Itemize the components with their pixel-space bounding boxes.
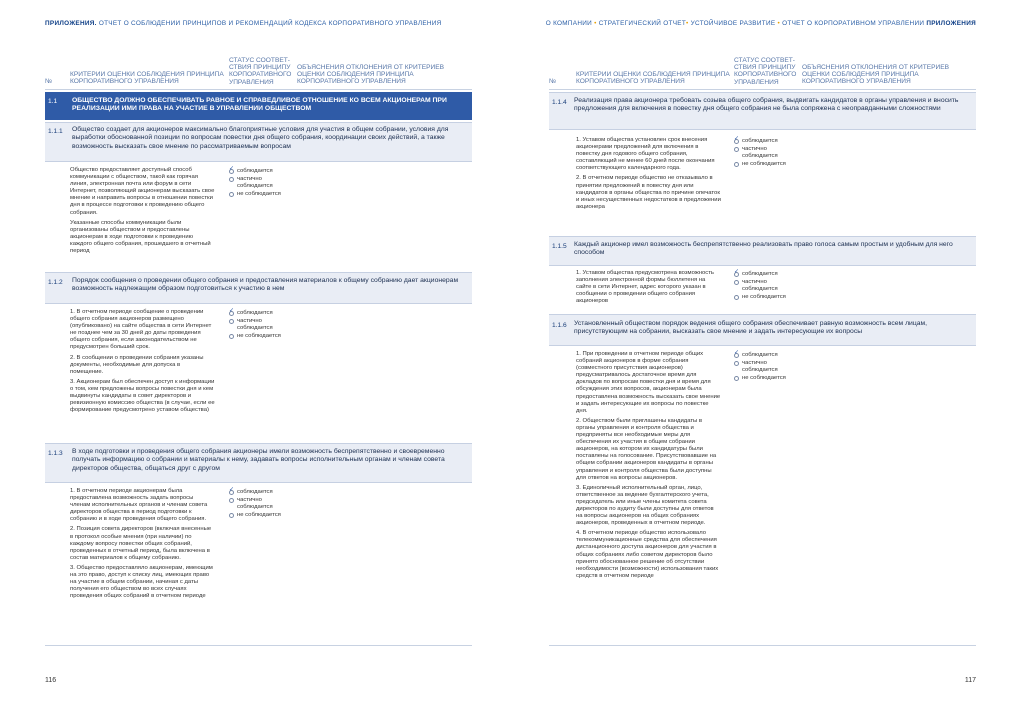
- status-option[interactable]: [229, 168, 294, 176]
- bottom-rule: [549, 645, 976, 646]
- row-number: 1.1.3: [48, 450, 63, 457]
- page-number: 116: [45, 677, 57, 684]
- radio-icon[interactable]: [734, 376, 739, 381]
- body-paragraph: 2. Позиция совета директоров (включая внесенные в протокол особые мнения (при наличии) по каждому вопросу повестки общих собраний, проведенных в отчетный период, была включена в состав материалов к общему собранию.: [70, 526, 212, 561]
- row-text: ОБЩЕСТВО ДОЛЖНО ОБЕСПЕЧИВАТЬ РАВНОЕ И СПРАВЕДЛИВОЕ ОТНОШЕНИЕ КО ВСЕМ АКЦИОНЕРАМ ПРИ РЕАЛИЗАЦИИ ИМИ ПРАВА НА УЧАСТИЕ В УПРАВЛЕНИИ ОБЩЕСТВОМ: [72, 97, 447, 113]
- col-criteria: КРИТЕРИИ ОЦЕНКИ СОБЛЮДЕНИЯ ПРИНЦИПА КОРПОРАТИВНОГО УПРАВЛЕНИЯ: [576, 71, 730, 86]
- status-label: частично соблюдается: [237, 317, 273, 332]
- body-paragraph: Общество предоставляет доступный способ коммуникации с обществом, такой как горячая линия, электронная почта или форум в сети Интернет, позволяющий акционерам высказать свое мнение и направить вопросы в отношении повестки дня в процессе подготовки к проведению общего собрания.: [70, 167, 215, 216]
- status-option[interactable]: [734, 375, 799, 383]
- status-option[interactable]: [229, 512, 294, 520]
- status-label: не соблюдается: [237, 332, 281, 339]
- status-label: частично соблюдается: [237, 175, 273, 190]
- body-paragraph: 1. В отчетном периоде акционерам была предоставлена возможность задать вопросы членам исполнительных органов и членам совета директоров общества в период подготовки к собранию и в ходе проведения общего собрания.: [70, 488, 208, 523]
- criterion-row: [45, 272, 472, 304]
- col-num: №: [549, 78, 557, 85]
- row-text: Каждый акционер имел возможность беспрепятственно реализовать право голоса самым простым и удобным для него способом: [574, 241, 953, 257]
- status-label: соблюдается: [742, 352, 778, 358]
- body-paragraph: 3. Акционерам был обеспечен доступ к информации о том, кем предложены вопросы повестки дня и кем выдвинуты кандидаты в совет директоров и ревизионную комиссию общества (в случае, если ее формирование предусмотрено уставом общества): [70, 378, 215, 414]
- separator-dot-icon: •: [594, 20, 597, 27]
- radio-checked-icon[interactable]: [229, 169, 234, 174]
- status-option[interactable]: [229, 333, 294, 341]
- status-label: частично соблюдается: [742, 278, 778, 293]
- status-option[interactable]: [734, 146, 799, 161]
- status-group: [734, 271, 799, 301]
- col-status: СТАТУС СООТВЕТ-СТВИЯ ПРИНЦИПУ КОРПОРАТИВНОГО УПРАВЛЕНИЯ: [229, 57, 292, 86]
- status-label: не соблюдается: [742, 160, 786, 167]
- status-label: частично соблюдается: [237, 496, 273, 511]
- principle-row: [45, 92, 472, 120]
- nav-link[interactable]: О КОМПАНИИ: [545, 20, 593, 27]
- status-group: [229, 310, 294, 340]
- col-explain: ОБЪЯСНЕНИЯ ОТКЛОНЕНИЯ ОТ КРИТЕРИЕВ ОЦЕНКИ СОБЛЮДЕНИЯ ПРИНЦИПА КОРПОРАТИВНОГО УПРАВЛЕНИЯ: [297, 64, 445, 86]
- criterion-body: [70, 488, 215, 603]
- row-text: В ходе подготовки и проведения общего собрания акционеры имели возможность беспрепятственно и своевременно получать информацию о собрании и материалы к нему, задавать вопросы исполнительным органам и членам совета директоров общества, общаться друг с другом: [72, 448, 445, 472]
- status-group: [734, 352, 799, 382]
- row-number: 1.1.2: [48, 279, 63, 286]
- radio-checked-icon[interactable]: [734, 272, 739, 277]
- col-explain: ОБЪЯСНЕНИЯ ОТКЛОНЕНИЯ ОТ КРИТЕРИЕВ ОЦЕНКИ СОБЛЮДЕНИЯ ПРИНЦИПА КОРПОРАТИВНОГО УПРАВЛЕНИЯ: [802, 64, 950, 86]
- header-rule: [45, 89, 472, 90]
- radio-checked-icon[interactable]: [734, 353, 739, 358]
- status-label: не соблюдается: [742, 293, 786, 300]
- page-number: 117: [964, 677, 976, 684]
- body-paragraph: 2. В сообщении о проведении собрания указаны документы, необходимые для допуска в помещение.: [70, 354, 204, 375]
- nav-link[interactable]: ОТЧЕТ О КОРПОРАТИВНОМ УПРАВЛЕНИИ: [782, 20, 925, 27]
- criterion-body: [576, 137, 721, 214]
- bottom-rule: [45, 645, 472, 646]
- header-section: ПРИЛОЖЕНИЯ.: [45, 20, 97, 27]
- nav-link[interactable]: СТРАТЕГИЧЕСКИЙ ОТЧЕТ: [598, 20, 687, 27]
- status-label: соблюдается: [742, 138, 778, 144]
- body-paragraph: 1. В отчетном периоде сообщение о проведении общего собрания акционеров размещено (опубликовано) на сайте общества в сети Интернет не позднее чем за 30 дней до даты проведения общего собрания, если законодательством не предусмотрен больший срок.: [70, 309, 212, 351]
- status-group: [734, 138, 799, 168]
- radio-icon[interactable]: [229, 319, 234, 324]
- status-option[interactable]: [734, 352, 799, 360]
- radio-checked-icon[interactable]: [229, 490, 234, 495]
- nav-current: ПРИЛОЖЕНИЯ: [926, 20, 976, 27]
- header-rule: [549, 89, 976, 90]
- criterion-body: [576, 351, 721, 583]
- status-option[interactable]: [734, 294, 799, 302]
- body-paragraph: 1. При проведении в отчетном периоде общих собраний акционеров в форме собрания (совместного присутствия акционеров) предусматривалось достаточное время для докладов по вопросам повестки дня и время для обсуждения этих вопросов, акционерам была предоставлена возможность высказать свое мнение и задать интересующие их вопросы по повестке дня.: [576, 351, 721, 414]
- row-number: 1.1.6: [552, 322, 567, 329]
- radio-icon[interactable]: [734, 361, 739, 366]
- body-paragraph: 3. Единоличный исполнительный орган, лицо, ответственное за ведение бухгалтерского учета, председатель или иные члены комитета совета директоров по аудиту были доступны для ответов на вопросы акционеров на общих собраниях акционеров, проведенных в отчетном периоде.: [576, 484, 714, 527]
- radio-checked-icon[interactable]: [229, 311, 234, 316]
- body-paragraph: 1. Уставом общества предусмотрена возможность заполнения электронной формы бюллетеня на сайте в сети Интернет, адрес которого указан в сообщении о проведении общего собрания акционеров: [576, 270, 715, 305]
- status-option[interactable]: [734, 360, 799, 375]
- right-page: [512, 0, 1024, 723]
- body-paragraph: 1. Уставом общества установлен срок внесения акционерами предложений для включения в повестку дня годового общего собрания, составляющий не менее 60 дней после окончания соответствующего календарного года.: [576, 137, 715, 172]
- row-number: 1.1.1: [48, 128, 63, 135]
- separator-dot-icon: •: [686, 20, 689, 27]
- status-group: [229, 168, 294, 198]
- status-option[interactable]: [734, 161, 799, 169]
- status-label: соблюдается: [237, 168, 273, 174]
- status-label: соблюдается: [237, 310, 273, 316]
- body-paragraph: 2. В отчетном периоде общество не отказывало в принятии предложений в повестку дня или кандидатов в органы общества по причине опечаток и иных несущественных недостатков в предложении акционера: [576, 175, 721, 210]
- right-running-header: [546, 20, 976, 27]
- status-label: не соблюдается: [237, 511, 281, 518]
- row-number: 1.1.5: [552, 243, 567, 250]
- left-running-header: [45, 20, 442, 27]
- criterion-row: [549, 92, 976, 130]
- criterion-body: [70, 167, 215, 258]
- status-label: соблюдается: [237, 489, 273, 495]
- criterion-row: [45, 122, 472, 162]
- status-label: не соблюдается: [742, 374, 786, 381]
- criterion-body: [576, 270, 721, 308]
- row-text: Установленный обществом порядок ведения общего собрания обеспечивает равную возможность всем лицам, присутствующим на собрании, высказать свое мнение и задать интересующие их вопросы: [574, 320, 928, 336]
- status-option[interactable]: [229, 176, 294, 191]
- status-label: соблюдается: [742, 271, 778, 277]
- radio-icon[interactable]: [229, 192, 234, 197]
- col-status: СТАТУС СООТВЕТ-СТВИЯ ПРИНЦИПУ КОРПОРАТИВНОГО УПРАВЛЕНИЯ: [734, 57, 797, 86]
- criterion-body: [70, 309, 215, 417]
- body-paragraph: Указанные способы коммуникации были организованы обществом и предоставлены акционерам в ходе подготовки к проведению каждого общего собрания, прошедшего в отчетный период: [70, 219, 211, 255]
- separator-dot-icon: •: [777, 20, 781, 27]
- radio-icon[interactable]: [229, 177, 234, 182]
- status-option[interactable]: [229, 489, 294, 497]
- status-option[interactable]: [734, 279, 799, 294]
- criterion-row: [549, 236, 976, 266]
- row-text: Порядок сообщения о проведении общего собрания и предоставления материалов к общему собранию дает акционерам возможность надлежащим образом подготовиться к участию в нем: [72, 277, 459, 293]
- col-criteria: КРИТЕРИИ ОЦЕНКИ СОБЛЮДЕНИЯ ПРИНЦИПА КОРПОРАТИВНОГО УПРАВЛЕНИЯ: [70, 71, 224, 86]
- status-option[interactable]: [229, 310, 294, 318]
- row-text: Общество создает для акционеров максимально благоприятные условия для участия в общем собрании, условия для выработки обоснованной позиции по вопросам повестки дня общего собрания, координации своих действий, а также возможность высказать свое мнение по рассматриваемым вопросам: [72, 126, 449, 150]
- status-option[interactable]: [734, 271, 799, 279]
- header-title: ОТЧЕТ О СОБЛЮДЕНИИ ПРИНЦИПОВ И РЕКОМЕНДАЦИЙ КОДЕКСА КОРПОРАТИВНОГО УПРАВЛЕНИЯ: [98, 20, 442, 27]
- status-option[interactable]: [229, 318, 294, 333]
- radio-icon[interactable]: [734, 147, 739, 152]
- status-option[interactable]: [734, 138, 799, 146]
- radio-icon[interactable]: [734, 295, 739, 300]
- status-option[interactable]: [229, 191, 294, 199]
- row-text: Реализация права акционера требовать созыва общего собрания, выдвигать кандидатов в органы управления и вносить предложения для включения в повестку дня общего собрания не была сопряжена с неоправданными сложностями: [574, 97, 959, 113]
- radio-icon[interactable]: [734, 280, 739, 285]
- criterion-row: [549, 314, 976, 346]
- status-option[interactable]: [229, 497, 294, 512]
- radio-icon[interactable]: [734, 162, 739, 167]
- radio-icon[interactable]: [229, 498, 234, 503]
- row-number: 1.1: [48, 98, 58, 105]
- status-group: [229, 489, 294, 519]
- row-number: 1.1.4: [552, 99, 567, 106]
- status-label: частично соблюдается: [742, 145, 778, 160]
- nav-link[interactable]: УСТОЙЧИВОЕ РАЗВИТИЕ: [690, 20, 776, 27]
- status-label: частично соблюдается: [742, 359, 778, 374]
- radio-checked-icon[interactable]: [734, 139, 739, 144]
- body-paragraph: 4. В отчетном периоде общество использовало телекоммуникационные средства для обеспечения дистанционного доступа акционеров для участия в общих собраниях либо советом директоров было принято обоснованное решение об отсутствии необходимости (возможности) использования таких средств в отчетном периоде: [576, 530, 719, 579]
- radio-icon[interactable]: [229, 334, 234, 339]
- status-label: не соблюдается: [237, 190, 281, 197]
- body-paragraph: 3. Общество предоставляло акционерам, имеющим на это право, доступ к списку лиц, имеющих право на участие в общем собрании, начиная с даты получения его обществом во всех случаях проведения общих собраний в отчетном периоде: [70, 564, 213, 600]
- radio-icon[interactable]: [229, 513, 234, 518]
- criterion-row: [45, 443, 472, 483]
- col-num: №: [45, 78, 53, 85]
- body-paragraph: 2. Обществом были приглашены кандидаты в органы управления и контроля общества и предприняты все необходимые меры для обеспечения их участия в общем собрании акционеров, на котором их кандидатуры были поставлены на голосование. Присутствовавшие на общем собрании акционеров кандидаты в органы управления и контроля общества были доступны для ответов на вопросы акционеров.: [576, 417, 717, 481]
